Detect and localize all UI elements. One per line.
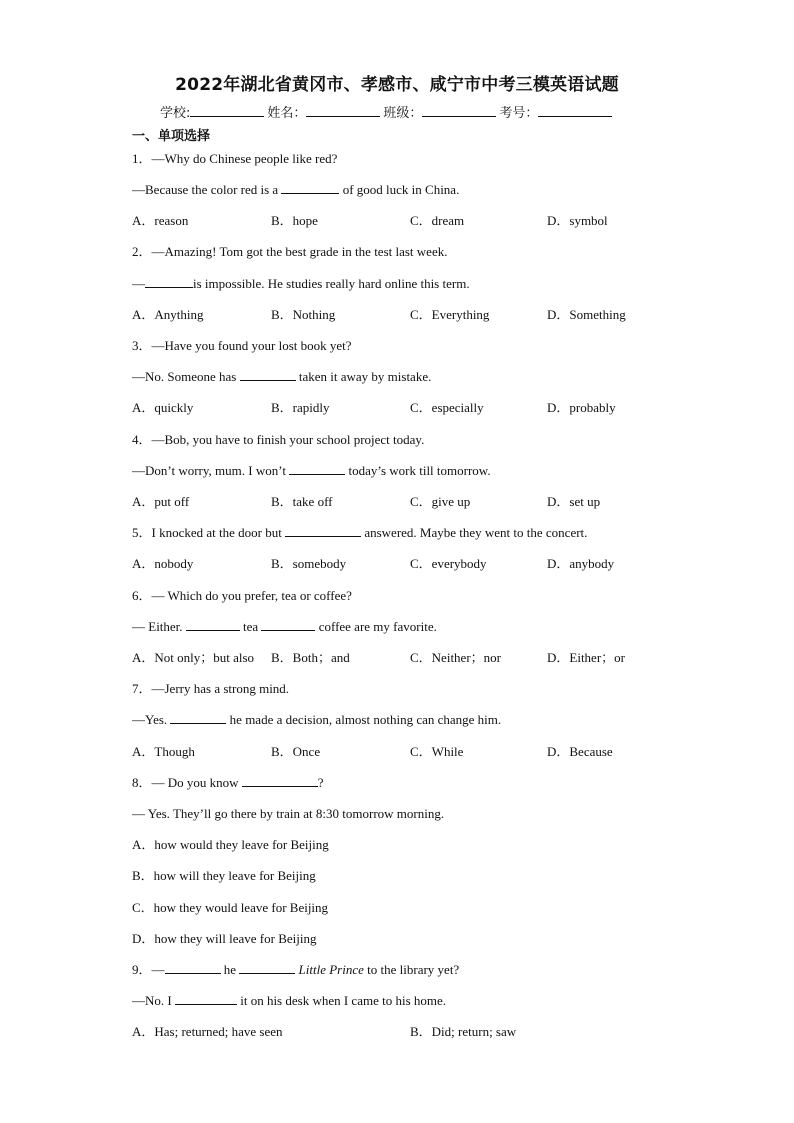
fill-blank[interactable]	[170, 712, 226, 724]
question-text: 5．I knocked at the door but	[132, 525, 282, 540]
question-3-option-b[interactable]: B．rapidly	[271, 400, 330, 415]
question-5-option-a[interactable]: A．nobody	[132, 556, 194, 571]
question-6-stem: 6．— Which do you prefer, tea or coffee?	[132, 588, 352, 603]
question-text: answered. Maybe they went to the concert.	[364, 525, 588, 540]
question-1-answer-line	[132, 182, 459, 198]
question-5-stem	[132, 525, 587, 541]
fill-blank[interactable]	[240, 369, 296, 381]
question-7-answer-line	[132, 712, 501, 728]
question-9-answer-line	[132, 993, 446, 1009]
book-title: Little Prince	[298, 962, 364, 977]
question-8-option-a[interactable]: A．how would they leave for Beijing	[132, 837, 329, 852]
question-3-answer-line	[132, 369, 431, 385]
question-6-option-b[interactable]: B．Both；and	[271, 650, 350, 665]
answer-text: —No. Someone has	[132, 369, 237, 384]
question-7-stem: 7．—Jerry has a strong mind.	[132, 681, 290, 696]
question-3-option-d[interactable]: D．probably	[547, 400, 616, 415]
question-3-option-c[interactable]: C．especially	[410, 400, 484, 415]
fill-blank[interactable]	[175, 993, 237, 1005]
question-9-option-a[interactable]: A．Has; returned; have seen	[132, 1024, 283, 1039]
question-5-option-b[interactable]: B．somebody	[271, 556, 347, 571]
answer-text: he made a decision, almost nothing can change him.	[229, 712, 502, 727]
question-3-stem: 3．—Have you found your lost book yet?	[132, 338, 352, 353]
question-7-option-d[interactable]: D．Because	[547, 744, 613, 759]
fill-blank[interactable]	[242, 775, 318, 787]
question-4-answer-line	[132, 463, 491, 479]
answer-text: it on his desk when I came to his home.	[240, 993, 447, 1008]
question-1-stem: 1．—Why do Chinese people like red?	[132, 151, 338, 166]
question-3-option-a[interactable]: A．quickly	[132, 400, 194, 415]
question-text: 8．— Do you know	[132, 775, 239, 790]
fill-blank[interactable]	[289, 463, 345, 475]
question-text: 9．—	[132, 962, 165, 977]
fill-blank[interactable]	[145, 276, 193, 288]
question-8-stem	[132, 775, 324, 791]
answer-text: —	[132, 276, 145, 291]
question-1-option-c[interactable]: C．dream	[410, 213, 465, 228]
question-9-option-b[interactable]: B．Did; return; saw	[410, 1024, 517, 1039]
question-6-answer-line	[132, 619, 437, 635]
class-label: 班级：	[383, 106, 423, 121]
question-8-option-d[interactable]: D．how they will leave for Beijing	[132, 931, 317, 946]
question-8-option-c[interactable]: C．how they would leave for Beijing	[132, 900, 329, 915]
question-1-option-a[interactable]: A．reason	[132, 213, 189, 228]
answer-text: — Either.	[132, 619, 183, 634]
question-2-option-b[interactable]: B．Nothing	[271, 307, 336, 322]
question-text: he	[223, 962, 237, 977]
fill-blank[interactable]	[239, 962, 295, 974]
name-blank[interactable]	[306, 104, 380, 117]
question-7-option-c[interactable]: C．While	[410, 744, 464, 759]
question-1-option-b[interactable]: B．hope	[271, 213, 318, 228]
question-2-stem: 2．—Amazing! Tom got the best grade in the test last week.	[132, 244, 448, 259]
question-4-option-a[interactable]: A．put off	[132, 494, 190, 509]
class-blank[interactable]	[422, 104, 496, 117]
number-blank[interactable]	[538, 104, 612, 117]
question-4-option-d[interactable]: D．set up	[547, 494, 601, 509]
question-4-option-b[interactable]: B．take off	[271, 494, 333, 509]
question-text: to the library yet?	[367, 962, 460, 977]
question-4-option-c[interactable]: C．give up	[410, 494, 471, 509]
question-text: ?	[317, 775, 324, 790]
question-2-option-c[interactable]: C．Everything	[410, 307, 490, 322]
answer-text: —Because the color red is a	[132, 182, 279, 197]
answer-text: taken it away by mistake.	[298, 369, 432, 384]
page-title: 2022年湖北省黄冈市、孝感市、咸宁市中考三模英语试题	[175, 75, 619, 95]
school-blank[interactable]	[190, 104, 264, 117]
fill-blank[interactable]	[281, 182, 339, 194]
question-6-option-c[interactable]: C．Neither；nor	[410, 650, 501, 665]
question-9-stem	[132, 962, 459, 978]
question-5-option-d[interactable]: D．anybody	[547, 556, 615, 571]
fill-blank[interactable]	[285, 525, 361, 537]
question-8-answer-line: — Yes. They’ll go there by train at 8:30 tomorrow morning.	[132, 806, 445, 821]
answer-text: —Yes.	[132, 712, 168, 727]
fill-blank[interactable]	[261, 619, 315, 631]
answer-text: coffee are my favorite.	[318, 619, 437, 634]
question-1-option-d[interactable]: D．symbol	[547, 213, 608, 228]
question-6-option-d[interactable]: D．Either；or	[547, 650, 625, 665]
fill-blank[interactable]	[186, 619, 240, 631]
section-heading: 一、单项选择	[132, 129, 211, 144]
question-8-option-b[interactable]: B．how will they leave for Beijing	[132, 868, 316, 883]
answer-text: today’s work till tomorrow.	[348, 463, 491, 478]
question-2-answer-line	[132, 276, 470, 292]
question-4-stem: 4．—Bob, you have to finish your school project today.	[132, 432, 425, 447]
question-6-option-a[interactable]: A．Not only；but also	[132, 650, 255, 665]
answer-text: —Don’t worry, mum. I won’t	[132, 463, 286, 478]
fill-blank[interactable]	[165, 962, 221, 974]
question-7-option-b[interactable]: B．Once	[271, 744, 321, 759]
answer-text: —No. I	[132, 993, 172, 1008]
answer-text: tea	[243, 619, 259, 634]
answer-text: is impossible. He studies really hard online this term.	[193, 276, 470, 291]
question-2-option-a[interactable]: A．Anything	[132, 307, 204, 322]
question-7-option-a[interactable]: A．Though	[132, 744, 195, 759]
name-label: 姓名：	[267, 106, 307, 121]
school-label: 学校:	[160, 106, 191, 121]
answer-text: of good luck in China.	[342, 182, 460, 197]
question-5-option-c[interactable]: C．everybody	[410, 556, 487, 571]
number-label: 考号：	[499, 106, 539, 121]
student-info-row	[160, 102, 615, 121]
question-2-option-d[interactable]: D．Something	[547, 307, 626, 322]
